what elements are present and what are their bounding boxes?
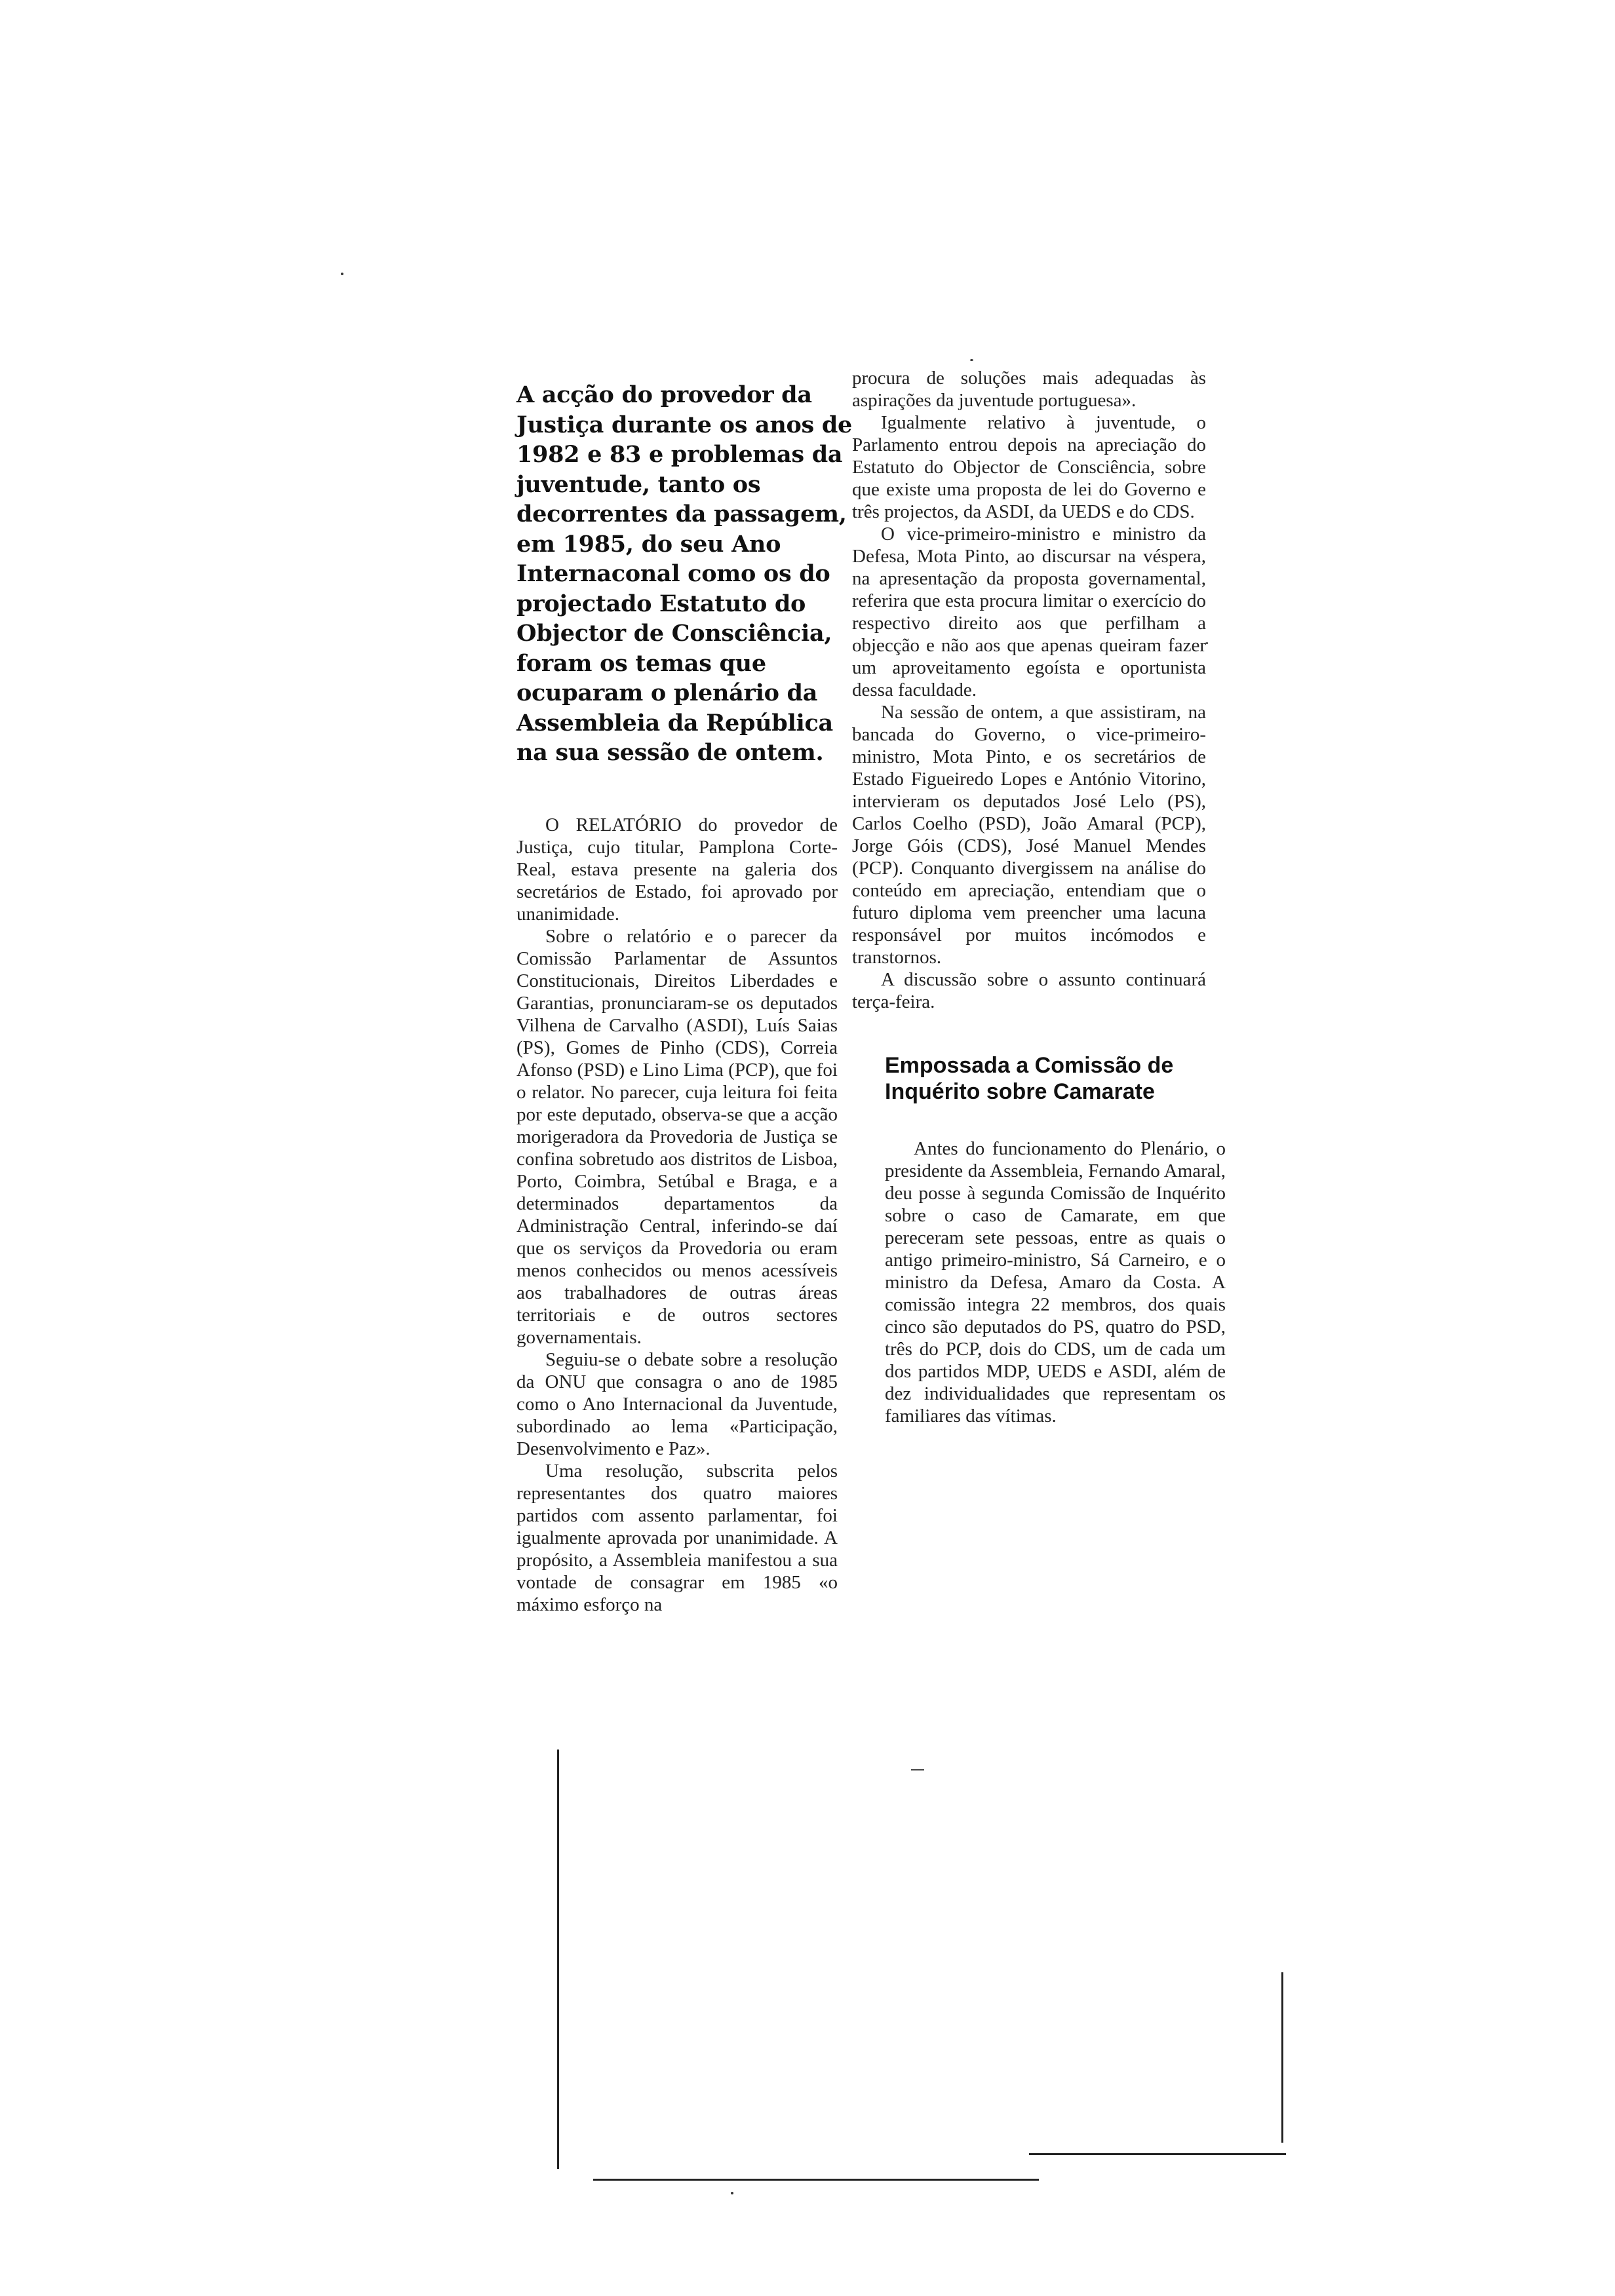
column-rule [1281,1972,1283,2143]
section-subhead: Empossada a Comissão de Inquérito sobre Camarate [885,1053,1174,1104]
paragraph: O RELATÓRIO do provedor de Justiça, cujo titular, Pamplona Corte-Real, estava presente na galeria dos secretários de Estado, foi aprovado por unanimidade. [516,814,838,925]
scan-speck [341,273,343,275]
divider [911,1769,924,1770]
column-rule [557,1750,559,2169]
paragraph: procura de soluções mais adequadas às aspirações da juventude portuguesa». [852,368,1206,411]
paragraph: Igualmente relativo à juventude, o Parlamento entrou depois na apreciação do Estatuto do Objector de Consciência, sobre que existe uma proposta de lei do Governo e três projectos, da ASDI, da UEDS e do CDS. [852,412,1206,522]
article-lead: A acção do provedor da Justiça durante os anos de 1982 e 83 e problemas da juventude, tanto os decorrentes da passagem, em 1985, do seu Ano Internaconal como os do projectado Estatuto do Objector de Consciência, foram os temas que ocuparam o plenário da Assembleia da República na sua sessão de ontem. [516,381,852,766]
bottom-rule [593,2179,1039,2181]
paragraph: Antes do funcionamento do Plenário, o presidente da Assembleia, Fernando Amaral, deu posse à segunda Comissão de Inquérito sobre o caso de Camarate, em que pereceram sete pessoas, entre as quais o antigo primeiro-ministro, Sá Carneiro, e o ministro da Defesa, Amaro da Costa. A comissão integra 22 membros, dos quais cinco são deputados do PS, quatro do PSD, três do PCP, dois do CDS, um de cada um dos partidos MDP, UEDS e ASDI, além de dez individualidades que representam os familiares das vítimas. [885,1138,1226,1426]
paragraph: Uma resolução, subscrita pelos representantes dos quatro maiores partidos com assento parlamentar, foi igualmente aprovada por unanimidade. A propósito, a Assembleia manifestou a sua vontade de consagrar em 1985 «o máximo esforço na [516,1460,838,1615]
right-column [852,367,1245,1427]
scan-speck [731,2192,733,2194]
bottom-rule [1029,2153,1286,2155]
paragraph: Seguiu-se o debate sobre a resolução da ONU que consagra o ano de 1985 como o Ano Internacional da Juventude, subordinado ao lema «Participação, Desenvolvimento e Paz». [516,1349,838,1459]
paragraph: Na sessão de ontem, a que assistiram, na bancada do Governo, o vice-primeiro-ministro, Mota Pinto, e os secretários de Estado Figueiredo Lopes e António Vitorino, intervieram os deputados José Lelo (PS), Carlos Coelho (PSD), João Amaral (PCP), Jorge Góis (CDS), José Manuel Mendes (PCP). Conquanto divergissem na análise do conteúdo em apreciação, entendiam que o futuro diploma vem preencher uma lacuna responsável por muitos incómodos e transtornos. [852,702,1206,968]
paragraph: A discussão sobre o assunto continuará terça-feira. [852,969,1206,1012]
newspaper-clipping [511,360,1298,2156]
paragraph: Sobre o relatório e o parecer da Comissão Parlamentar de Assuntos Constitucionais, Direitos Liberdades e Garantias, pronunciaram-se os deputados Vilhena de Carvalho (ASDI), Luís Saias (PS), Gomes de Pinho (CDS), Correia Afonso (PSD) e Lino Lima (PCP), que foi o relator. No parecer, cuja leitura foi feita por este deputado, observa-se que a acção morigeradora da Provedoria de Justiça se confina sobretudo aos distritos de Lisboa, Porto, Coimbra, Setúbal e Braga, e a determinados departamentos da Administração Central, inferindo-se daí que os serviços da Provedoria ou eram menos conhecidos ou menos acessíveis aos trabalhadores de outras áreas territoriais e de outros sectores governamentais. [516,925,838,1348]
paragraph: O vice-primeiro-ministro e ministro da Defesa, Mota Pinto, ao discursar na véspera, na apresentação da proposta governamental, referira que esta procura limitar o exercício do respectivo direito aos que perfilham a objecção e não aos que apenas queiram fazer um aproveitamento egoísta e oportunista dessa faculdade. [852,524,1206,700]
left-column [516,380,870,1616]
